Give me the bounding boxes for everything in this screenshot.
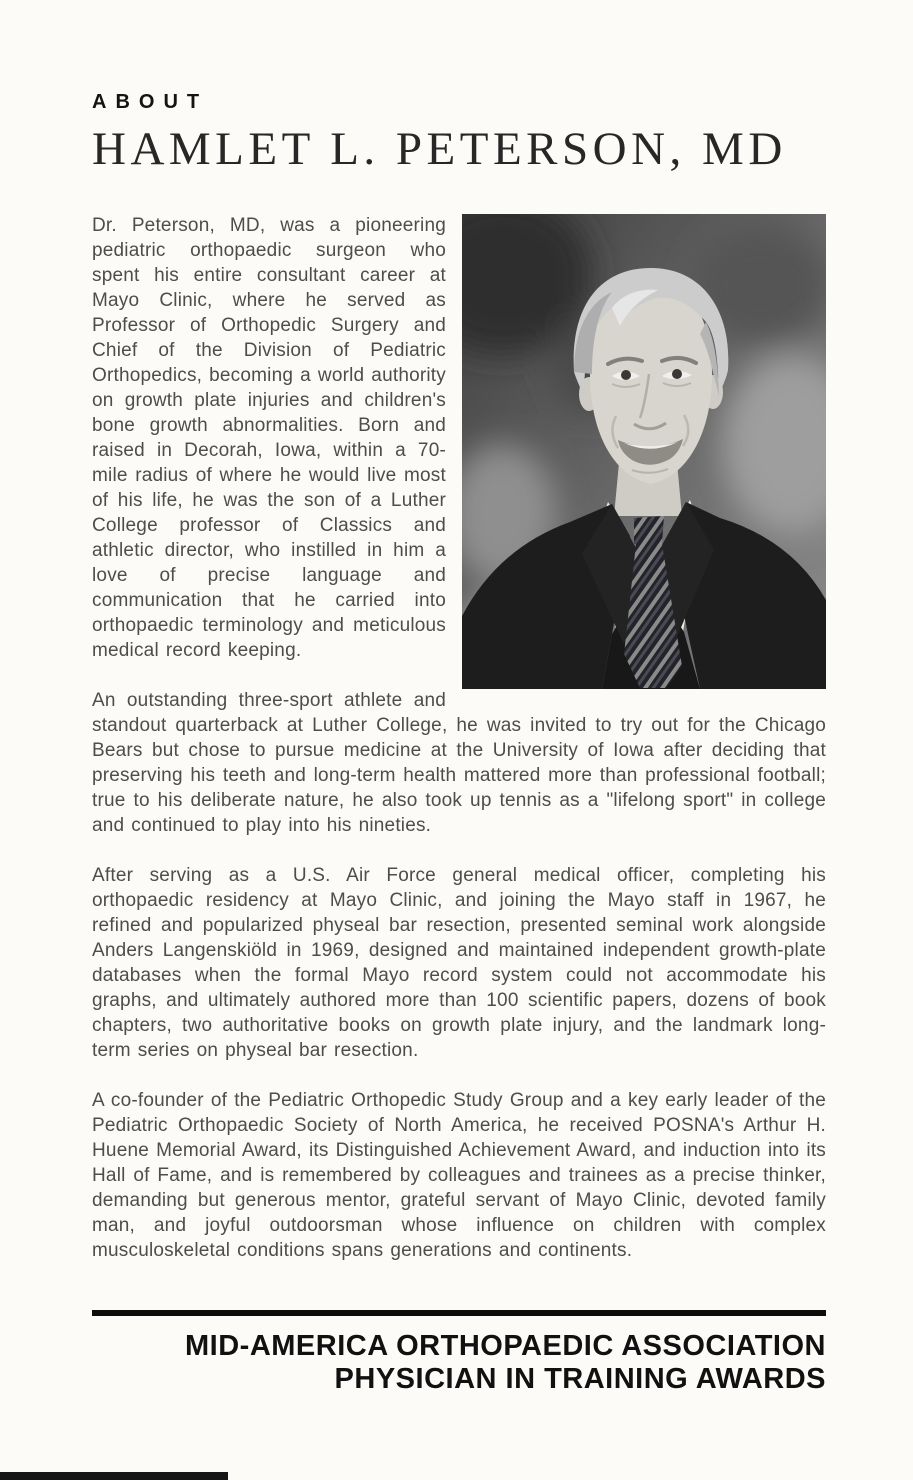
about-label: ABOUT [92,91,209,113]
bio-paragraph-3: After serving as a U.S. Air Force general medical officer, completing his orthopaedic residency at Mayo Clinic, and joining the Mayo staff in 1967, he refined and popularized physeal bar resection, presented seminal work alongside Anders Langenskiöld in 1969, designed and maintained independent growth-plate databases when the formal Mayo record system could not accommodate his graphs, and ultimately authored more than 100 scientific papers, dozens of book chapters, two authoritative books on growth plate injury, and the landmark long-term series on physeal bar resection. [92,865,826,1061]
bio-paragraph-1: Dr. Peterson, MD, was a pioneering pediatric orthopaedic surgeon who spent his entire consultant career at Mayo Clinic, where he served as Professor of Orthopedic Surgery and Chief of the Division of Pediatric Orthopedics, becoming a world authority on growth plate injuries and children's bone growth abnormalities. Born and raised in Decorah, Iowa, within a 70-mile radius of where he would live most of his life, he was the son of a Luther College professor of Classics and athletic director, who instilled in him a love of precise language and communication that he carried into orthopaedic terminology and meticulous medical record keeping. [92,215,446,661]
portrait-photo [462,214,826,689]
page-title: HAMLET L. PETERSON, MD [92,123,787,175]
page-header [92,0,826,176]
bio-paragraph-2: An outstanding three-sport athlete and standout quarterback at Luther College, he was invited to try out for the Chicago Bears but chose to pursue medicine at the University of Iowa after deciding that preserving his teeth and long-term health mattered more than professional football; true to his deliberate nature, he also took up tennis as a "lifelong sport" in college and continued to play into his nineties. [92,690,826,836]
footer-association-name: MID-AMERICA ORTHOPAEDIC ASSOCIATION [185,1330,826,1362]
footer-divider [92,1310,826,1316]
bottom-left-bar [0,1472,228,1480]
footer-section [92,1310,826,1396]
footer-awards-title: PHYSICIAN IN TRAINING AWARDS [334,1363,826,1395]
bio-paragraph-4: A co-founder of the Pediatric Orthopedic Study Group and a key early leader of the Pediatric Orthopaedic Society of North America, he received POSNA's Arthur H. Huene Memorial Award, its Distinguished Achievement Award, and induction into its Hall of Fame, and is remembered by colleagues and trainees as a precise thinker, demanding but generous mentor, grateful servant of Mayo Clinic, devoted family man, and joyful outdoorsman whose influence on children with complex musculoskeletal conditions spans generations and continents. [92,1090,826,1261]
biography-section [92,213,826,1263]
portrait-illustration [462,214,826,689]
